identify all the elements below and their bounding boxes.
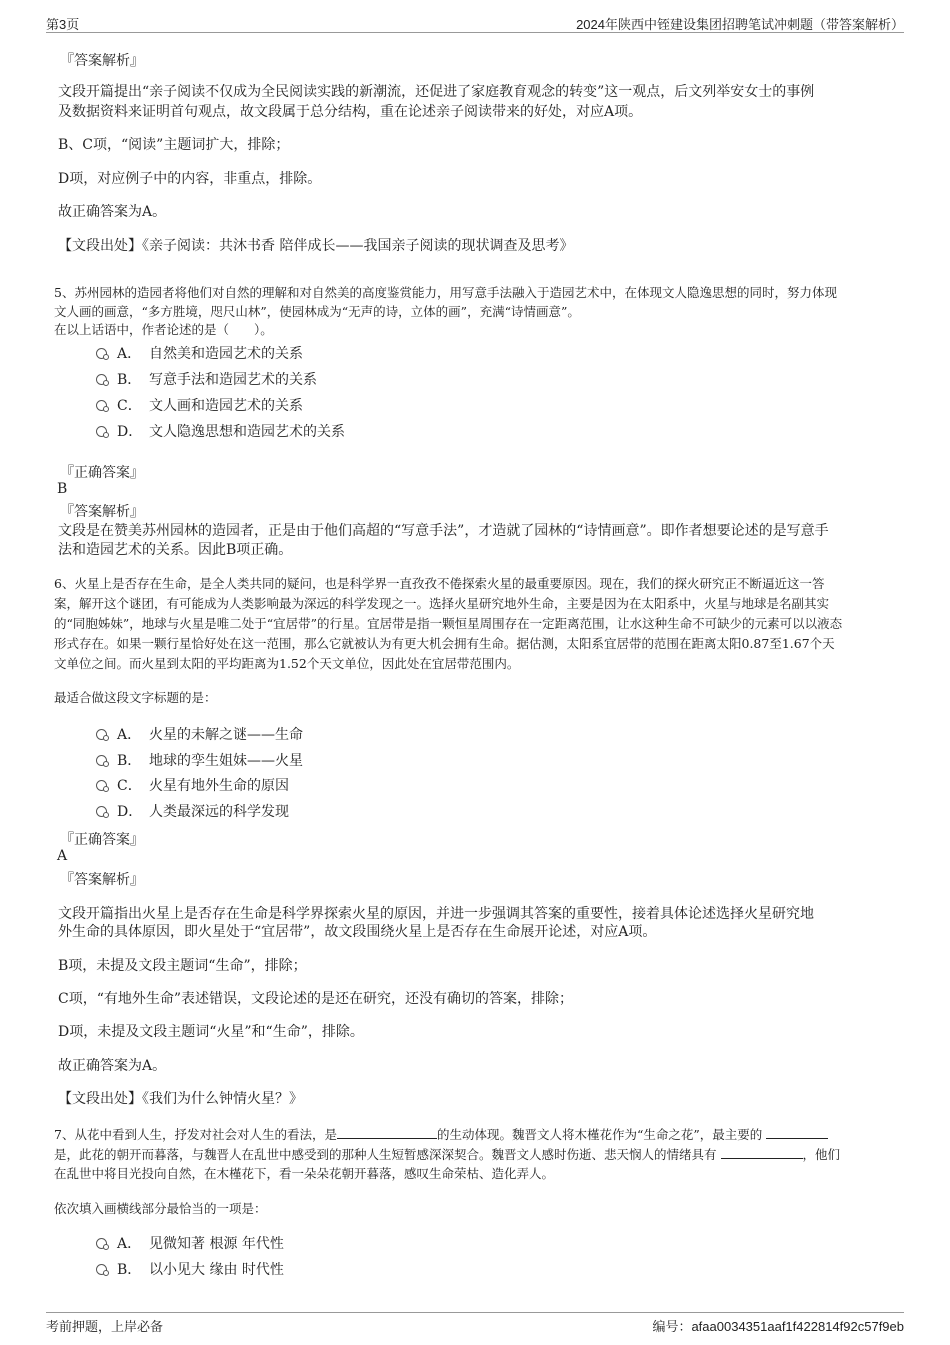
question-text: 是，此花的朝开而暮落，与魏晋人在乱世中感受到的那种人生短暂感深深契合。魏晋文人感时伤逝、悲天悯人的情绪具有 ，他们 xyxy=(54,1147,841,1162)
question-text: 5、苏州园林的造园者将他们对自然的理解和对自然美的高度鉴赏能力，用写意手法融入于造园艺术中，在体现文人隐逸思想的同时，努力体现 xyxy=(54,285,837,300)
radio-icon[interactable] xyxy=(96,348,107,359)
question-text: 形式存在。如果一颗行星恰好处在这一范围，那么它就被认为有更大机会拥有生命。据估测，太阳系宜居带的范围在距离太阳0.87至1.67个天 xyxy=(54,636,835,651)
option-d[interactable]: D． 人类最深远的科学发现 xyxy=(96,801,289,821)
option-a[interactable]: A． 自然美和造园艺术的关系 xyxy=(96,343,303,363)
question-text: 的“同胞姊妹”，地球与火星是唯二处于“宜居带”的行星。宜居带是指一颗恒星周围存在一定距离范围，让水这种生命不可缺少的元素可以以液态 xyxy=(54,616,843,631)
question-text: 文人画的画意，“多方胜境，咫尺山林”，使园林成为“无声的诗，立体的画”，充满“诗情画意”。 xyxy=(54,304,580,319)
document-code: 编号：afaa0034351aaf1f422814f92c57f9eb xyxy=(652,1319,904,1334)
analysis-text: 文段开篇指出火星上是否存在生命是科学界探索火星的原因，并进一步强调其答案的重要性，接着具体论述选择火星研究地 xyxy=(58,906,814,922)
answer-label: 『正确答案』 xyxy=(60,832,144,848)
option-c[interactable]: C． 火星有地外生命的原因 xyxy=(96,775,289,795)
analysis-text: D项，未提及文段主题词“火星”和“生命”，排除。 xyxy=(58,1024,364,1040)
page-header xyxy=(46,14,904,33)
radio-icon[interactable] xyxy=(96,1238,107,1249)
analysis-label: 『答案解析』 xyxy=(60,53,144,69)
footer-slogan: 考前押题，上岸必备 xyxy=(46,1319,164,1334)
fill-blank-2 xyxy=(766,1127,828,1139)
page-number: 第3页 xyxy=(46,17,80,32)
analysis-text: C项，“有地外生命”表述错误，文段论述的是还在研究，还没有确切的答案，排除； xyxy=(58,991,574,1007)
answer-value: B xyxy=(57,481,68,497)
source-citation: 【文段出处】《亲子阅读：共沐书香 陪伴成长——我国亲子阅读的现状调查及思考》 xyxy=(58,238,574,254)
analysis-text: 文段是在赞美苏州园林的造园者，正是由于他们高超的“写意手法”，才造就了园林的“诗情画意”。即作者想要论述的是写意手 xyxy=(58,523,829,539)
analysis-text: B项，未提及文段主题词“生命”，排除； xyxy=(58,958,307,974)
radio-icon[interactable] xyxy=(96,400,107,411)
option-b[interactable]: B． 地球的孪生姐妹——火星 xyxy=(96,750,303,770)
analysis-text: 文段开篇提出“亲子阅读不仅成为全民阅读实践的新潮流，还促进了家庭教育观念的转变”这一观点，后文列举安女士的事例 xyxy=(58,84,815,100)
answer-value: A xyxy=(57,848,68,864)
analysis-text: 外生命的具体原因，即火星处于“宜居带”，故文段围绕火星上是否存在生命展开论述，对应A项。 xyxy=(58,924,657,940)
analysis-text: 法和造园艺术的关系。因此B项正确。 xyxy=(58,542,293,558)
page-footer xyxy=(46,1312,904,1334)
radio-icon[interactable] xyxy=(96,780,107,791)
question-prompt: 依次填入画横线部分最恰当的一项是： xyxy=(54,1201,267,1216)
option-b[interactable]: B． 写意手法和造园艺术的关系 xyxy=(96,369,317,389)
analysis-text: 及数据资料来证明首句观点，故文段属于总分结构，重在论述亲子阅读带来的好处，对应A项。 xyxy=(58,104,643,120)
question-text: 文单位之间。而火星到太阳的平均距离为1.52个天文单位，因此处在宜居带范围内。 xyxy=(54,656,520,671)
radio-icon[interactable] xyxy=(96,426,107,437)
fill-blank-3 xyxy=(721,1147,803,1159)
source-citation: 【文段出处】《我们为什么钟情火星？》 xyxy=(58,1091,303,1107)
option-c[interactable]: C． 文人画和造园艺术的关系 xyxy=(96,395,303,415)
analysis-text: 故正确答案为A。 xyxy=(58,1058,167,1074)
answer-label: 『正确答案』 xyxy=(60,465,144,481)
analysis-text: 故正确答案为A。 xyxy=(58,204,167,220)
question-text: 7、从花中看到人生，抒发对社会对人生的看法，是 的生动体现。魏晋文人将木槿花作为“生命之花”，最主要的 xyxy=(54,1125,828,1143)
fill-blank-1 xyxy=(337,1127,437,1139)
analysis-label: 『答案解析』 xyxy=(60,872,144,888)
document-title: 2024年陕西中铚建设集团招聘笔试冲刺题（带答案解析） xyxy=(576,17,904,32)
option-d[interactable]: D． 文人隐逸思想和造园艺术的关系 xyxy=(96,421,345,441)
radio-icon[interactable] xyxy=(96,729,107,740)
question-text: 案，解开这个谜团，有可能成为人类影响最为深远的科学发现之一。选择火星研究地外生命，主要是因为在太阳系中，火星与地球是名副其实 xyxy=(54,596,830,611)
option-a[interactable]: A． 火星的未解之谜——生命 xyxy=(96,724,303,744)
question-prompt: 在以上话语中，作者论述的是（ ）。 xyxy=(54,322,273,337)
radio-icon[interactable] xyxy=(96,755,107,766)
radio-icon[interactable] xyxy=(96,374,107,385)
question-text: 6、火星上是否存在生命，是全人类共同的疑问，也是科学界一直孜孜不倦探索火星的最重要原因。现在，我们的探火研究正不断逼近这一答 xyxy=(54,576,825,591)
analysis-label: 『答案解析』 xyxy=(60,504,144,520)
question-text: 在乱世中将目光投向自然，在木槿花下，看一朵朵花朝开暮落，感叹生命荣枯、造化弄人。 xyxy=(54,1166,555,1181)
option-b[interactable]: B． 以小见大 缘由 时代性 xyxy=(96,1259,284,1279)
analysis-text: D项，对应例子中的内容，非重点，排除。 xyxy=(58,171,322,187)
option-a[interactable]: A． 见微知著 根源 年代性 xyxy=(96,1233,284,1253)
radio-icon[interactable] xyxy=(96,1264,107,1275)
analysis-text: B、C项，“阅读”主题词扩大，排除； xyxy=(58,137,290,153)
radio-icon[interactable] xyxy=(96,806,107,817)
question-prompt: 最适合做这段文字标题的是： xyxy=(54,690,217,705)
